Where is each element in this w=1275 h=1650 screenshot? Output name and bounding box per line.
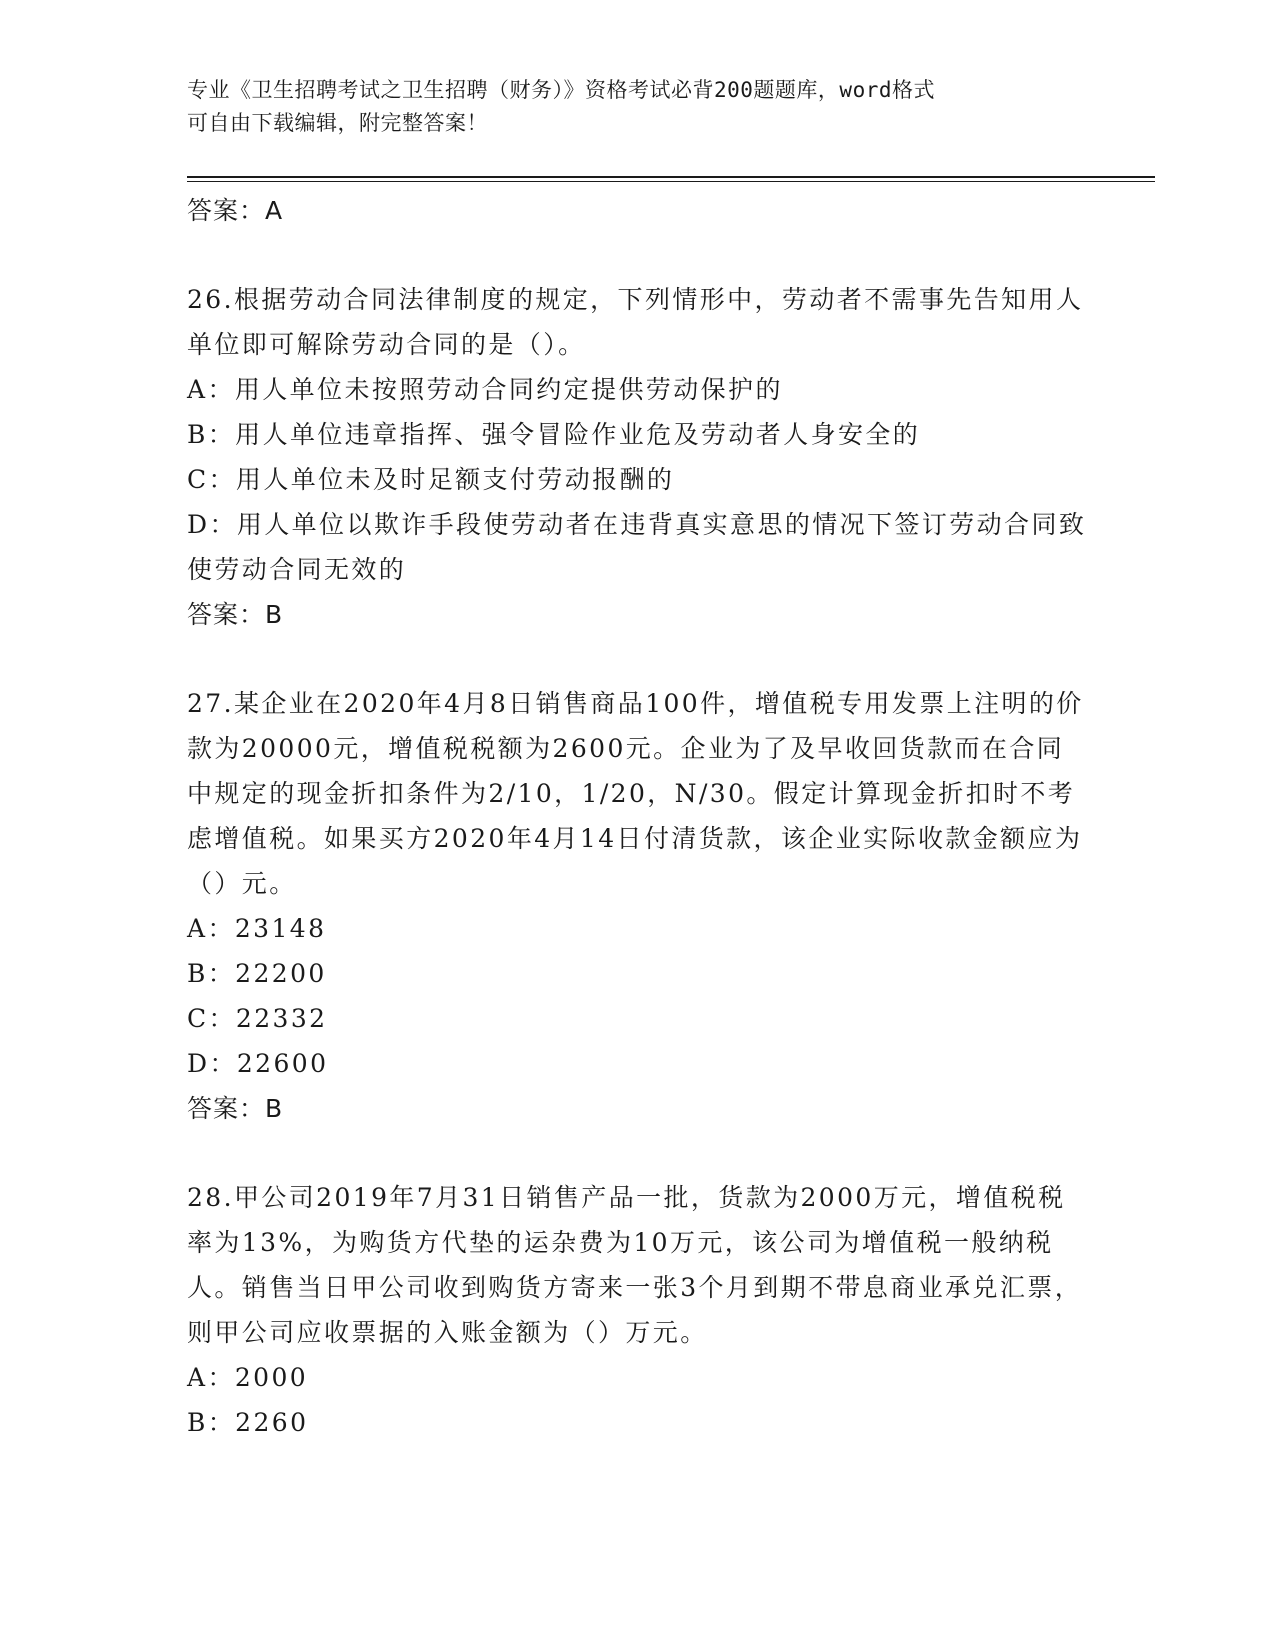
question-stem: 26.根据劳动合同法律制度的规定，下列情形中，劳动者不需事先告知用人单位即可解除劳动合同的是（）。 bbox=[187, 285, 1084, 359]
option-b: B：用人单位违章指挥、强令冒险作业危及劳动者人身安全的 bbox=[187, 420, 921, 449]
header-rule-thin bbox=[187, 181, 1155, 182]
option-b: B：22200 bbox=[187, 959, 327, 988]
option-a: A：23148 bbox=[187, 914, 327, 943]
header-line-2: 可自由下载编辑，附完整答案！ bbox=[187, 111, 488, 135]
question-stem: 27.某企业在2020年4月8日销售商品100件，增值税专用发票上注明的价款为20000元，增值税税额为2600元。企业为了及早收回货款而在合同中规定的现金折扣条件为2/10，1/20，N/30。假定计算现金折扣时不考虑增值税。如果买方2020年4月14日付清货款，该企业实际收款金额应为（）元。 bbox=[187, 689, 1084, 898]
option-c: C：用人单位未及时足额支付劳动报酬的 bbox=[187, 465, 675, 494]
option-d: D：用人单位以欺诈手段使劳动者在违背真实意思的情况下签订劳动合同致使劳动合同无效的 bbox=[187, 510, 1087, 584]
option-a: A：用人单位未按照劳动合同约定提供劳动保护的 bbox=[187, 375, 783, 404]
header-rule-thick bbox=[187, 176, 1155, 178]
answer-prev: 答案：A bbox=[187, 196, 284, 225]
question-stem: 28.甲公司2019年7月31日销售产品一批，货款为2000万元，增值税税率为13%，为购货方代垫的运杂费为10万元，该公司为增值税一般纳税人。销售当日甲公司收到购货方寄来一张3个月到期不带息商业承兑汇票，则甲公司应收票据的入账金额为（）万元。 bbox=[187, 1183, 1083, 1347]
question-28 bbox=[187, 1175, 1087, 1445]
option-a: A：2000 bbox=[187, 1363, 309, 1392]
option-d: D：22600 bbox=[187, 1049, 329, 1078]
header-line-1: 专业《卫生招聘考试之卫生招聘（财务）》资格考试必背200题题库，word格式 bbox=[187, 78, 935, 102]
option-b: B：2260 bbox=[187, 1408, 309, 1437]
page-header bbox=[187, 74, 1067, 140]
question-26 bbox=[187, 277, 1087, 637]
answer: 答案：B bbox=[187, 600, 284, 629]
option-c: C：22332 bbox=[187, 1004, 328, 1033]
answer: 答案：B bbox=[187, 1094, 284, 1123]
question-27 bbox=[187, 681, 1087, 1131]
document-body bbox=[187, 188, 1087, 1445]
